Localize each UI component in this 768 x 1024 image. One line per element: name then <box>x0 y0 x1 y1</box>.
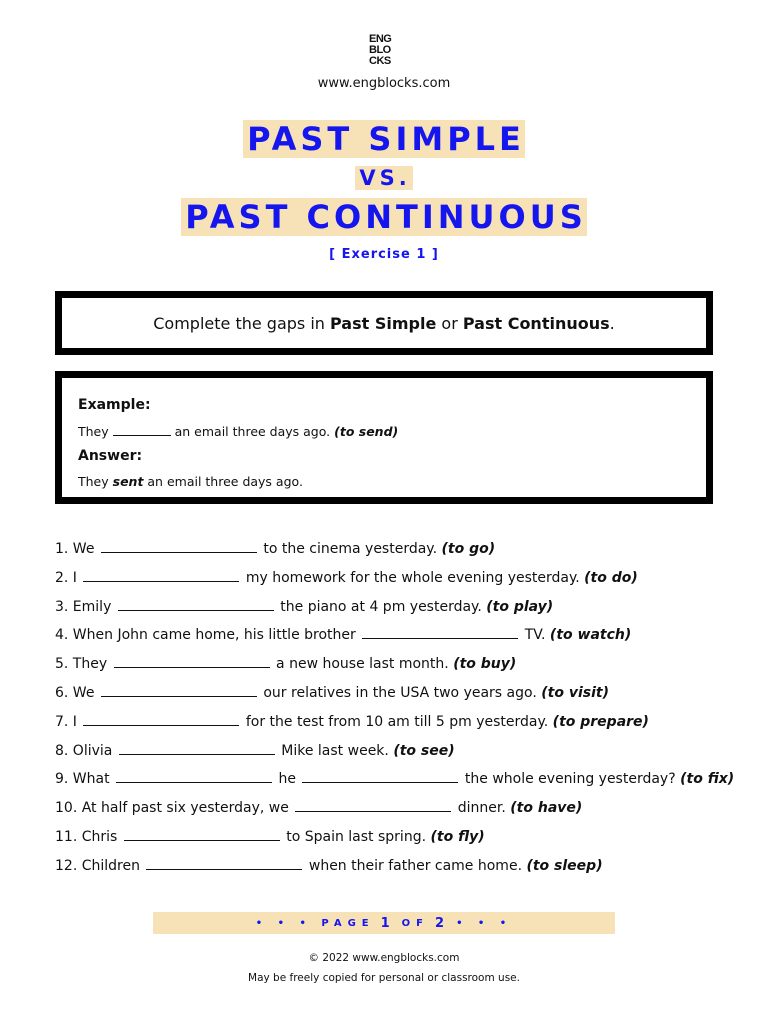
item-suffix: the piano at 4 pm yesterday. <box>280 598 482 615</box>
instruction-term: Past Simple <box>330 313 437 333</box>
example-label: Example: <box>78 397 151 413</box>
item-verb-hint: (to do) <box>584 569 638 586</box>
instruction-box <box>55 291 713 355</box>
item-prefix: 7. I <box>55 713 77 730</box>
example-box <box>55 371 713 504</box>
answer-gap[interactable] <box>146 855 302 870</box>
item-prefix: 2. I <box>55 569 77 586</box>
item-prefix: 1. We <box>55 541 95 557</box>
title-line-3 <box>0 198 768 236</box>
exercise-item <box>55 567 755 596</box>
item-prefix: 10. At half past six yesterday, we <box>55 800 289 817</box>
title-past-continuous: PAST CONTINUOUS <box>181 198 587 236</box>
answer-gap[interactable] <box>101 538 257 553</box>
instruction-term: Past Continuous <box>462 313 610 333</box>
exercise-item <box>55 711 755 740</box>
answer-label: Answer: <box>78 448 143 464</box>
exercise-item <box>55 538 755 567</box>
answer-gap[interactable] <box>302 768 458 783</box>
item-verb-hint: (to fix) <box>680 771 735 788</box>
item-verb-hint: (to visit) <box>541 684 609 701</box>
answer-gap[interactable] <box>119 740 275 755</box>
answer-sentence: They sent an email three days ago. <box>78 474 303 489</box>
item-verb-hint: (to play) <box>486 598 554 615</box>
item-verb-hint: (to go) <box>441 541 496 557</box>
item-verb-hint: (to see) <box>393 742 455 759</box>
site-url: www.engblocks.com <box>317 76 451 91</box>
exercise-item <box>55 653 755 682</box>
page-indicator: • • • PAGE 1 OF 2 • • • <box>153 912 615 934</box>
instruction-text: Complete the gaps in Past Simple or Past Continuous. <box>153 313 615 333</box>
logo-line: CKS <box>369 55 391 67</box>
title-vs: VS. <box>355 166 412 190</box>
item-suffix: my homework for the whole evening yesterday. <box>245 569 580 586</box>
title-line-2 <box>0 166 768 190</box>
item-suffix: a new house last month. <box>276 656 449 673</box>
engblocks-logo <box>369 34 401 67</box>
item-suffix: Mike last week. <box>281 742 389 759</box>
example-sentence: They an email three days ago. (to send) <box>78 424 399 439</box>
item-prefix: 9. What <box>55 771 110 788</box>
item-prefix: 6. We <box>55 684 95 701</box>
item-verb-hint: (to fly) <box>430 828 485 845</box>
item-suffix: our relatives in the USA two years ago. <box>263 684 537 701</box>
title-line-1 <box>0 120 768 158</box>
answer-gap[interactable] <box>116 768 272 783</box>
exercise-item <box>55 826 755 855</box>
copyright: © 2022 www.engblocks.com <box>308 952 460 964</box>
answer-gap[interactable] <box>83 711 239 726</box>
item-middle: he <box>278 771 296 788</box>
copy-notice: May be freely copied for personal or classroom use. <box>248 972 520 984</box>
page-current: 1 <box>380 915 396 931</box>
item-verb-hint: (to prepare) <box>552 713 649 730</box>
item-verb-hint: (to watch) <box>549 627 632 644</box>
exercise-item <box>55 624 755 653</box>
item-verb-hint: (to have) <box>510 800 583 817</box>
exercise-list <box>55 538 755 884</box>
item-prefix: 4. When John came home, his little brother <box>55 627 356 644</box>
item-prefix: 12. Children <box>55 857 140 874</box>
exercise-label: [ Exercise 1 ] <box>329 247 439 262</box>
page-total: 2 <box>435 915 451 931</box>
logo-line: BLO <box>369 44 391 56</box>
exercise-item <box>55 797 755 826</box>
item-prefix: 11. Chris <box>55 828 118 845</box>
item-prefix: 8. Olivia <box>55 742 113 759</box>
logo-line: ENG <box>369 33 392 45</box>
answer-gap[interactable] <box>124 826 280 841</box>
item-suffix: for the test from 10 am till 5 pm yesterday. <box>245 713 549 730</box>
item-verb-hint: (to buy) <box>453 656 517 673</box>
item-suffix: dinner. <box>457 800 506 817</box>
item-suffix: to the cinema yesterday. <box>263 541 438 557</box>
exercise-item <box>55 682 755 711</box>
example-gap <box>113 423 171 436</box>
item-suffix: TV. <box>524 627 546 644</box>
answer-gap[interactable] <box>83 567 239 582</box>
title-past-simple: PAST SIMPLE <box>243 120 525 158</box>
answer-gap[interactable] <box>362 624 518 639</box>
exercise-item <box>55 740 755 769</box>
item-suffix: the whole evening yesterday? <box>464 771 676 788</box>
item-prefix: 5. They <box>55 656 108 673</box>
item-verb-hint: (to sleep) <box>526 857 603 874</box>
answer-gap[interactable] <box>101 682 257 697</box>
exercise-item <box>55 855 755 884</box>
answer-gap[interactable] <box>114 653 270 668</box>
answer-gap[interactable] <box>295 797 451 812</box>
subtitle <box>0 243 768 263</box>
exercise-item <box>55 596 755 625</box>
item-suffix: when their father came home. <box>308 857 523 874</box>
exercise-item <box>55 768 755 797</box>
item-prefix: 3. Emily <box>55 598 112 615</box>
answer-gap[interactable] <box>118 596 274 611</box>
item-suffix: to Spain last spring. <box>286 828 427 845</box>
